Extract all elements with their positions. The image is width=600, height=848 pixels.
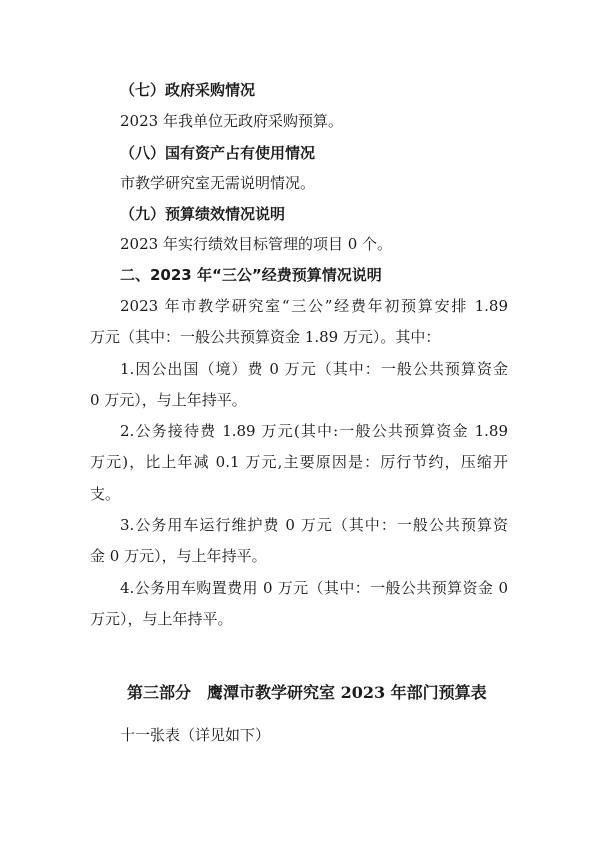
section-8-text: 市教学研究室无需说明情况。 xyxy=(120,174,316,192)
part-2-intro-line-1: 2023 年市教学研究室“三公”经费年初预算安排 1.89 xyxy=(120,297,508,315)
section-8-heading: （八）国有资产占有使用情况 xyxy=(120,144,316,162)
section-9-heading: （九）预算绩效情况说明 xyxy=(120,205,286,223)
item-1-line-1: 1.因公出国（境）费 0 万元（其中：一般公共预算资金 xyxy=(120,360,508,378)
item-2-line-2: 万元)，比上年减 0.1 万元,主要原因是：厉行节约，压缩开 xyxy=(90,453,508,471)
section-7-text: 2023 年我单位无政府采购预算。 xyxy=(120,112,343,130)
part-2-heading: 二、2023 年“三公”经费预算情况说明 xyxy=(120,266,382,284)
part-3-title: 第三部分 鹰潭市教学研究室 2023 年部门预算表 xyxy=(127,683,487,702)
part-2-intro-line-2: 万元（其中：一般公共预算资金 1.89 万元）。其中： xyxy=(90,328,441,346)
item-2-line-1: 2.公务接待费 1.89 万元(其中:一般公共预算资金 1.89 xyxy=(120,422,508,440)
item-1-line-2: 0 万元），与上年持平。 xyxy=(90,391,247,409)
item-3-line-1: 3.公务用车运行维护费 0 万元（其中：一般公共预算资 xyxy=(120,516,508,534)
item-4-line-2: 万元），与上年持平。 xyxy=(90,610,233,628)
section-7-heading: （七）政府采购情况 xyxy=(120,81,256,99)
part-3-note: 十一张表（详见如下） xyxy=(120,726,271,744)
section-9-text: 2023 年实行绩效目标管理的项目 0 个。 xyxy=(120,235,393,253)
item-3-line-2: 金 0 万元），与上年持平。 xyxy=(90,547,267,565)
item-4-line-1: 4.公务用车购置费用 0 万元（其中：一般公共预算资金 0 xyxy=(120,579,508,597)
item-2-line-3: 支。 xyxy=(90,485,121,503)
